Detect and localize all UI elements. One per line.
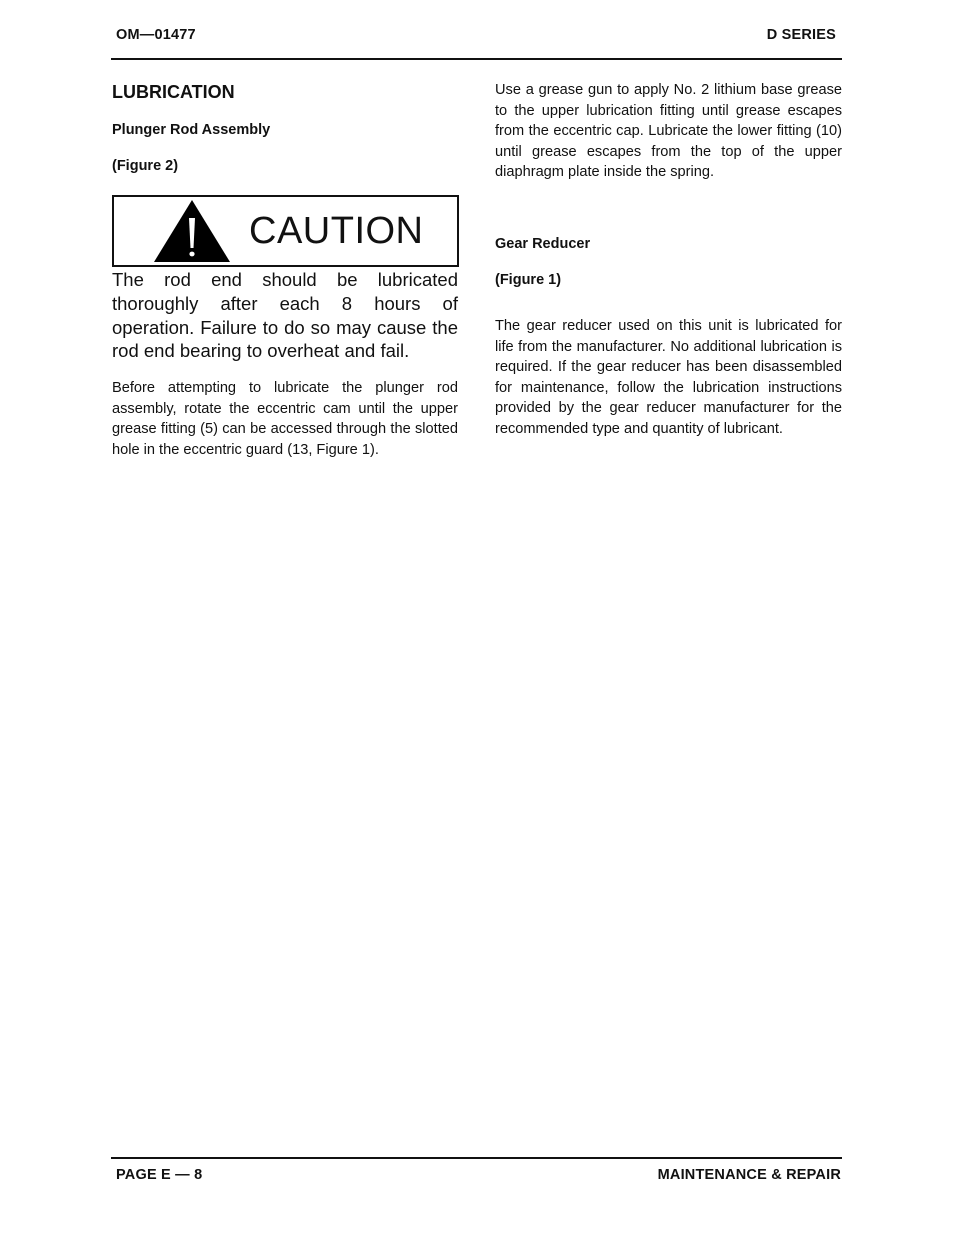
footer-page: PAGE E — 8	[116, 1167, 203, 1183]
plunger-paragraph: Before attempting to lubricate the plunger rod assembly, rotate the eccentric cam until the upper grease fitting (5) can be accessed through the slotted hole in the eccentric guard (13, Figure 1).	[112, 380, 458, 458]
subheading-plunger-rod: Plunger Rod Assembly	[112, 122, 271, 138]
caution-box	[112, 195, 459, 267]
caution-label: CAUTION	[249, 210, 424, 252]
section-heading: LUBRICATION	[112, 82, 235, 102]
gear-reducer-paragraph: The gear reducer used on this unit is lubricated for life from the manufacturer. No additional lubrication is required. If the gear reducer has been disassembled for maintenance, follow the lubrication instructions provided by the gear reducer manufacturer for the recommended type and quantity of lubricant.	[495, 318, 842, 437]
header-rule	[111, 58, 842, 60]
figure-ref-2: (Figure 2)	[112, 158, 179, 174]
caution-text: The rod end should be lubricated thoroughly after each 8 hours of operation. Failure to do so may cause the rod end bearing to overheat and fail.	[112, 269, 458, 362]
header-series: D SERIES	[766, 27, 836, 43]
grease-paragraph: Use a grease gun to apply No. 2 lithium base grease to the upper lubrication fitting until grease escapes from the eccentric cap. Lubricate the lower fitting (10) until grease escapes from the top of the upper diaphragm plate inside the spring.	[495, 82, 842, 181]
warning-triangle-icon	[152, 198, 232, 264]
subheading-gear-reducer: Gear Reducer	[495, 236, 591, 252]
header-doc-number: OM—01477	[116, 27, 196, 43]
footer-rule	[111, 1157, 842, 1159]
figure-ref-1: (Figure 1)	[495, 272, 562, 288]
footer-section: MAINTENANCE & REPAIR	[657, 1167, 841, 1183]
